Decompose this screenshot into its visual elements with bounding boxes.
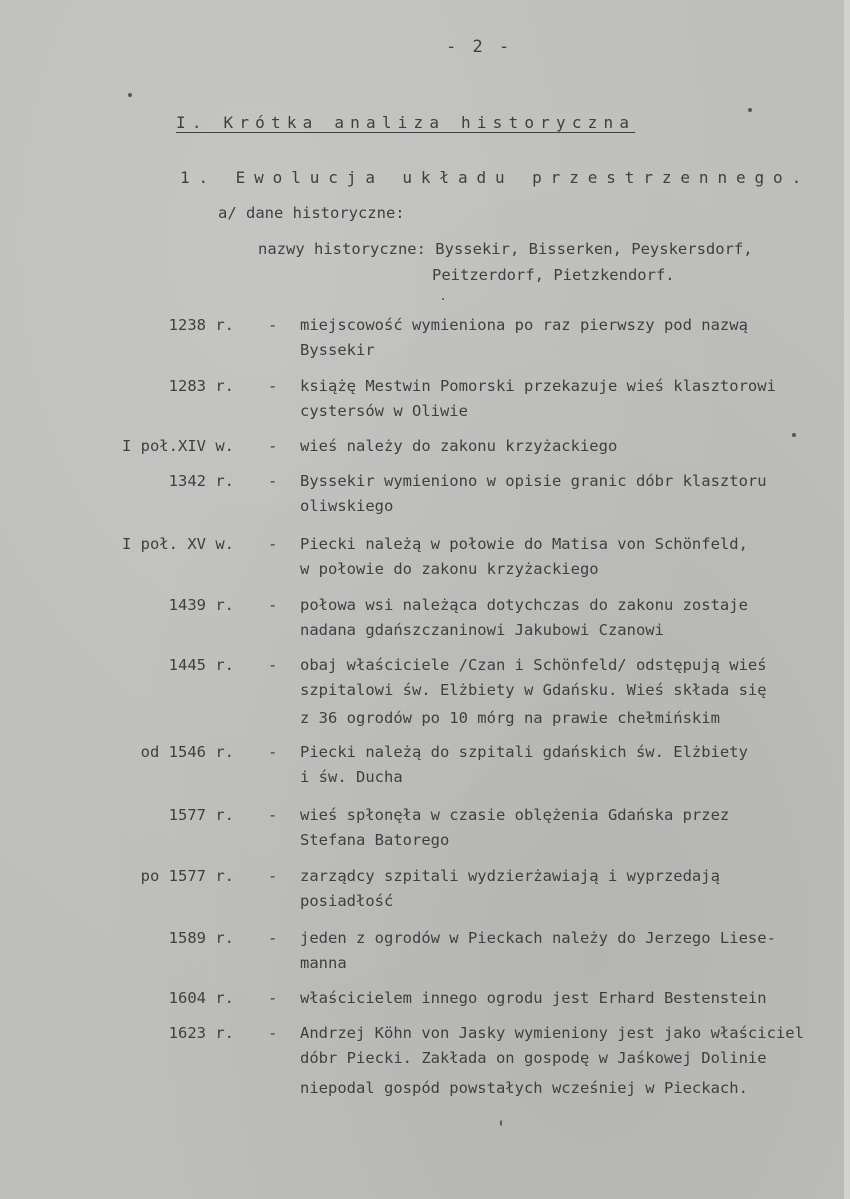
entry-dash: - [268, 806, 278, 824]
chronology-entry [0, 377, 850, 433]
entry-text-line: i św. Ducha [300, 768, 403, 786]
entry-date: 1342 r. [168, 472, 234, 490]
entry-date: 1623 r. [168, 1024, 234, 1042]
entry-dash: - [268, 596, 278, 614]
paper-speck [792, 433, 796, 437]
entry-text-line: szpitalowi św. Elżbiety w Gdańsku. Wieś składa się [300, 681, 767, 699]
entry-text-line: z 36 ogrodów po 10 mórg na prawie chełmińskim [300, 709, 720, 727]
entry-text-line: cystersów w Oliwie [300, 402, 468, 420]
entry-dash: - [268, 377, 278, 395]
entry-dash: - [268, 743, 278, 761]
entry-text-line: niepodal gospód powstałych wcześniej w Pieckach. [300, 1079, 748, 1097]
entry-text-line: Andrzej Köhn von Jasky wymieniony jest jako właściciel [300, 1024, 804, 1042]
entry-date: 1238 r. [168, 316, 234, 334]
entry-text-line: oliwskiego [300, 497, 394, 515]
entry-text-line: manna [300, 954, 347, 972]
chronology-entry [0, 535, 850, 591]
paper-speck [442, 298, 444, 300]
entry-date: 1604 r. [168, 989, 234, 1007]
entry-date: od 1546 r. [140, 743, 234, 761]
entry-text-line: Byssekir wymieniono w opisie granic dóbr klasztoru [300, 472, 767, 490]
chronology-entry [0, 316, 850, 372]
entry-text-line: nadana gdańszczaninowi Jakubowi Czanowi [300, 621, 664, 639]
entry-dash: - [268, 929, 278, 947]
entry-text-line: Piecki należą do szpitali gdańskich św. Elżbiety [300, 743, 748, 761]
entry-text-line: obaj właściciele /Czan i Schönfeld/ odstępują wieś [300, 656, 767, 674]
paper-speck [128, 93, 132, 97]
chronology-entry [0, 472, 850, 528]
entry-text-line: jeden z ogrodów w Pieckach należy do Jerzego Liese- [300, 929, 776, 947]
entry-text-line: zarządcy szpitali wydzierżawiają i wyprzedają [300, 867, 720, 885]
entry-text-line: połowa wsi należąca dotychczas do zakonu zostaje [300, 596, 748, 614]
entry-text-line: miejscowość wymieniona po raz pierwszy pod nazwą [300, 316, 748, 334]
entry-text-line: dóbr Piecki. Zakłada on gospodę w Jaśkowej Dolinie [300, 1049, 767, 1067]
historical-names-line: nazwy historyczne: Byssekir, Bisserken, Peyskersdorf, [258, 240, 753, 258]
entry-date: 1445 r. [168, 656, 234, 674]
entry-dash: - [268, 989, 278, 1007]
section-title: I. Krótka analiza historyczna [176, 113, 636, 132]
entry-text-line: książę Mestwin Pomorski przekazuje wieś klasztorowi [300, 377, 776, 395]
entry-text-line: Byssekir [300, 341, 375, 359]
chronology-entry [0, 1024, 850, 1104]
entry-text-line: właścicielem innego ogrodu jest Erhard Bestenstein [300, 989, 767, 1007]
entry-dash: - [268, 1024, 278, 1042]
paper-speck [748, 108, 752, 112]
entry-dash: - [268, 656, 278, 674]
entry-text-line: Piecki należą w połowie do Matisa von Schönfeld, [300, 535, 748, 553]
paper-speck [500, 1120, 502, 1126]
historical-names-continuation: Peitzerdorf, Pietzkendorf. [432, 266, 675, 284]
chronology-entry [0, 929, 850, 985]
entry-text-line: wieś spłonęła w czasie oblężenia Gdańska przez [300, 806, 730, 824]
entry-text-line: wieś należy do zakonu krzyżackiego [300, 437, 618, 455]
entry-text-line: w połowie do zakonu krzyżackiego [300, 560, 599, 578]
entry-date: 1439 r. [168, 596, 234, 614]
chronology-entry [0, 656, 850, 736]
entry-dash: - [268, 535, 278, 553]
entry-date: 1283 r. [168, 377, 234, 395]
subsection-title: 1. Ewolucja układu przestrzennego. [180, 168, 811, 187]
entry-date: 1589 r. [168, 929, 234, 947]
entry-date: I poł. XV w. [122, 535, 234, 553]
entry-text-line: Stefana Batorego [300, 831, 450, 849]
entry-dash: - [268, 867, 278, 885]
entry-date: I poł.XIV w. [122, 437, 234, 455]
entry-text-line: posiadłość [300, 892, 394, 910]
chronology-entry [0, 596, 850, 652]
page-number: - 2 - [446, 37, 513, 57]
chronology-entry [0, 743, 850, 799]
chronology-entry [0, 806, 850, 862]
entry-date: 1577 r. [168, 806, 234, 824]
chronology-entry [0, 867, 850, 923]
subsubsection-title: a/ dane historyczne: [218, 204, 405, 222]
entry-dash: - [268, 472, 278, 490]
entry-dash: - [268, 437, 278, 455]
entry-date: po 1577 r. [140, 867, 234, 885]
entry-dash: - [268, 316, 278, 334]
